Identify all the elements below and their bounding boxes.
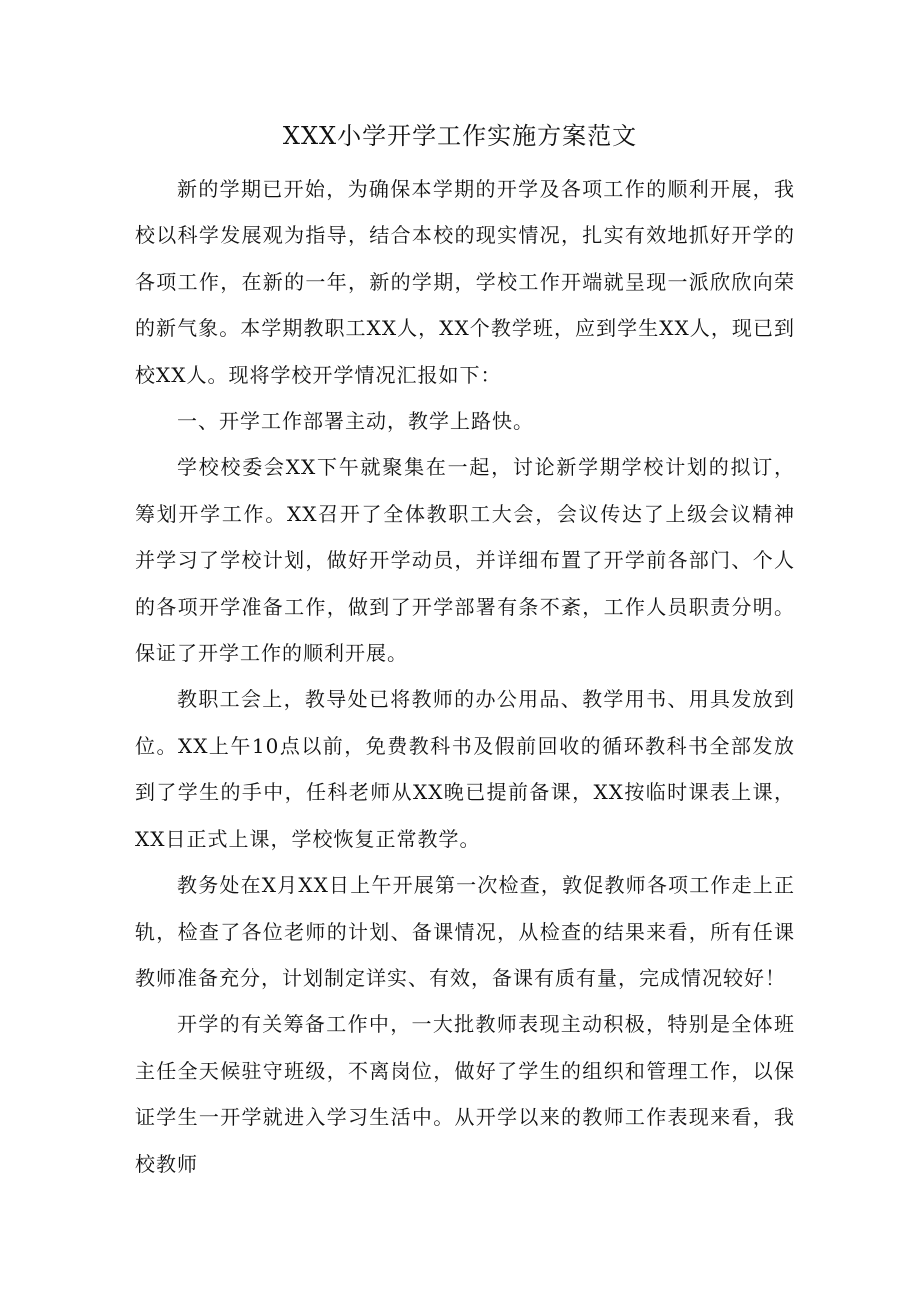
paragraph-inspection: 教务处在X月XX日上午开展第一次检查，敦促教师各项工作走上正轨，检查了各位老师的计划、备课情况，从检查的结果来看，所有任课教师准备充分，计划制定详实、有效，备课有质有量，完成情况较好！: [135, 873, 795, 990]
paragraph-preparation: 开学的有关筹备工作中，一大批教师表现主动积极，特别是全体班主任全天候驻守班级，不离岗位，做好了学生的组织和管理工作，以保证学生一开学就进入学习生活中。从开学以来的教师工作表现来看，我校教师: [135, 1012, 795, 1176]
paragraph-intro: 新的学期已开始，为确保本学期的开学及各项工作的顺利开展，我校以科学发展观为指导，结合本校的现实情况，扎实有效地抓好开学的各项工作，在新的一年，新的学期，学校工作开端就呈现一派欣欣向荣的新气象。本学期教职工XX人，XX个教学班，应到学生XX人，现已到校XX人。现将学校开学情况汇报如下：: [135, 177, 795, 387]
paragraph-staff-meeting: 教职工会上，教导处已将教师的办公用品、教学用书、用具发放到位。XX上午10点以前，免费教科书及假前回收的循环教科书全部发放到了学生的手中，任科老师从XX晚已提前备课，XX按临时课表上课，XX日正式上课，学校恢复正常教学。: [135, 687, 795, 851]
paragraph-school-committee: 学校校委会XX下午就聚集在一起，讨论新学期学校计划的拟订，筹划开学工作。XX召开了全体教职工大会，会议传达了上级会议精神并学习了学校计划，做好开学动员，并详细布置了开学前各部门、个人的各项开学准备工作，做到了开学部署有条不紊，工作人员职责分明。保证了开学工作的顺利开展。: [135, 455, 795, 666]
section-heading-1: 一、开学工作部署主动，教学上路快。: [177, 409, 534, 434]
document-body: [135, 166, 795, 1187]
document-title: XXX小学开学工作实施方案范文: [282, 122, 638, 150]
